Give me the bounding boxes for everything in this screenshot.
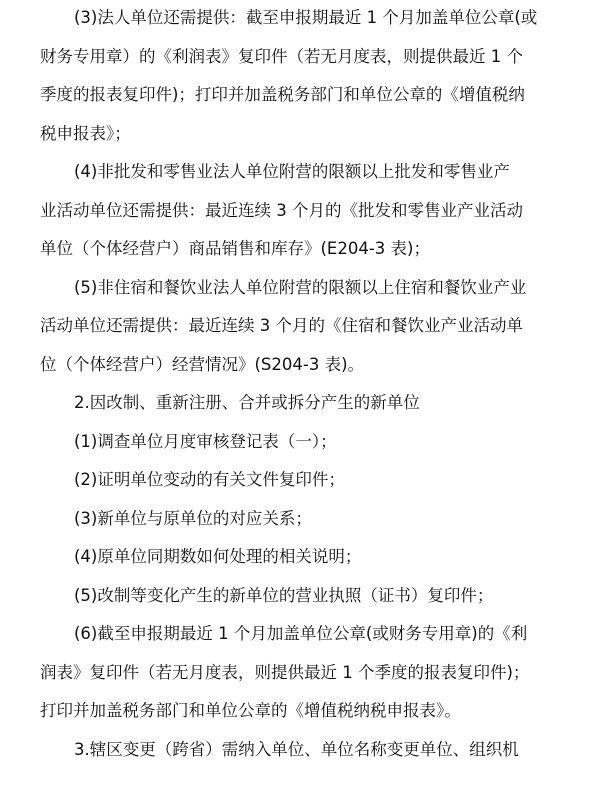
text-line: 税申报表》； [40, 124, 131, 143]
text-line: 季度的报表复印件)；打印并加盖税务部门和单位公章的《增值税纳 [40, 85, 525, 104]
text-line: 打印并加盖税务部门和单位公章的《增值税纳税申报表》。 [40, 701, 461, 720]
text-line: 润表》复印件（若无月度表，则提供最近 1 个季度的报表复印件)； [40, 663, 530, 682]
list-item: (4)原单位同期数如何处理的相关说明； [74, 547, 362, 566]
text-line: 业活动单位还需提供：最近连续 3 个月的《批发和零售业产业活动 [40, 201, 523, 220]
text-line: (5)非住宿和餐饮业法人单位附营的限额以上住宿和餐饮业产业 [74, 278, 527, 297]
section-heading-jurisdiction-change: 3.辖区变更（跨省）需纳入单位、单位名称变更单位、组织机 [74, 740, 519, 759]
text-line: 财务专用章）的《利润表》复印件（若无月度表，则提供最近 1 个 [40, 47, 523, 66]
list-item: (1)调查单位月度审核登记表（一）； [74, 432, 337, 451]
list-item: (5)改制等变化产生的新单位的营业执照（证书）复印件； [74, 586, 494, 605]
text-line: (6)截至申报期最近 1 个月加盖单位公章(或财务专用章)的《利 [74, 624, 528, 643]
text-line: 位（个体经营户）经营情况》(S204-3 表)。 [40, 355, 365, 374]
list-item: (2)证明单位变动的有关文件复印件； [74, 470, 345, 489]
list-item: (3)新单位与原单位的对应关系； [74, 509, 312, 528]
text-line: (4)非批发和零售业法人单位附营的限额以上批发和零售业产 [74, 162, 510, 181]
text-line: (3)法人单位还需提供：截至申报期最近 1 个月加盖单位公章(或 [74, 8, 538, 27]
section-heading-new-units: 2.因改制、重新注册、合并或拆分产生的新单位 [74, 393, 420, 412]
text-line: 活动单位还需提供：最近连续 3 个月的《住宿和餐饮业产业活动单 [40, 316, 523, 335]
text-line: 单位（个体经营户）商品销售和库存》(E204-3 表)； [40, 239, 430, 258]
